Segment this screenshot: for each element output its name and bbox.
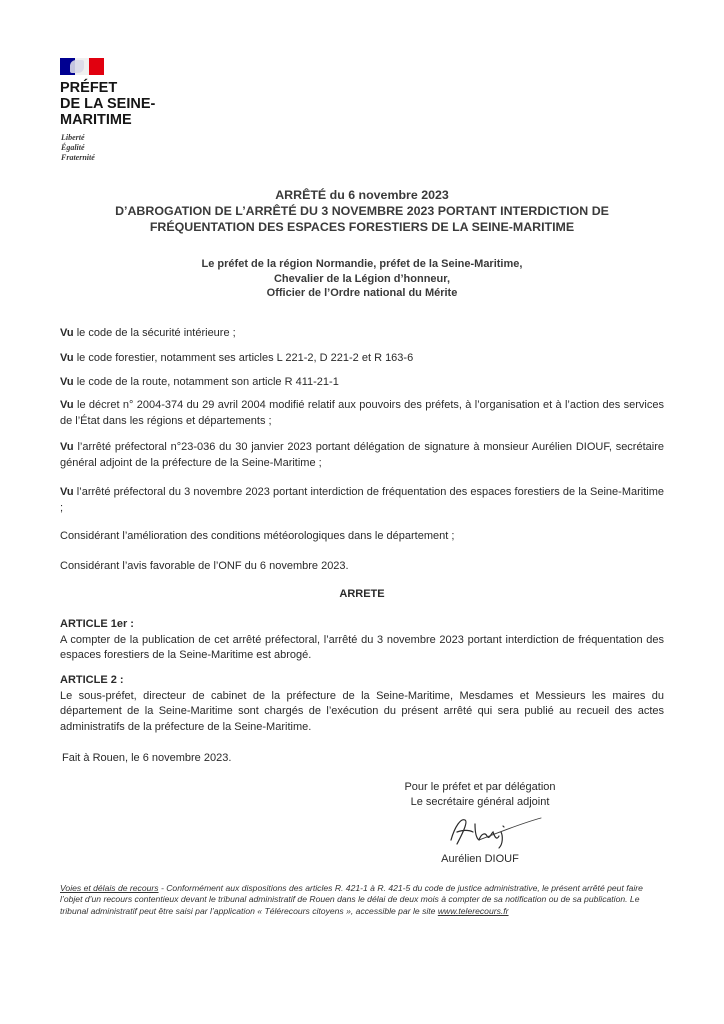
visa-paragraph xyxy=(60,398,664,429)
article-title: ARTICLE 1er : xyxy=(60,618,134,630)
visa-text: le décret n° 2004-374 du 29 avril 2004 modifié relatif aux pouvoirs des préfets, à l’organisation et à l’action des services de l’État dans les régions et départements ; xyxy=(60,399,664,427)
signature-block xyxy=(360,780,600,810)
appeal-notice xyxy=(60,883,664,917)
prefecture-name-line: DE LA SEINE- xyxy=(60,96,156,112)
article-2 xyxy=(60,673,664,735)
visa-paragraph xyxy=(60,485,664,516)
delegation-line: Pour le préfet et par délégation xyxy=(404,781,556,793)
visa-text: l’arrêté préfectoral n°23-036 du 30 janvier 2023 portant délégation de signature à monsieur Aurélien DIOUF, secrétaire général adjoint de la préfecture de la Seine-Maritime ; xyxy=(60,441,664,469)
visa-lead: Vu xyxy=(60,327,74,339)
prefecture-name-line: PRÉFET xyxy=(60,80,118,96)
article-text: Le sous-préfet, directeur de cabinet de la préfecture de la Seine-Maritime, Mesdames et Messieurs les maires du département de la Seine-Maritime sont chargés de l’exécution du présent arrêté qui sera publié au recueil des actes administratifs de la préfecture de la Seine-Maritime. xyxy=(60,689,664,733)
motto-line: Égalité xyxy=(61,143,85,152)
issuing-authority xyxy=(60,257,664,301)
visa-text: le code de la sécurité intérieure ; xyxy=(73,327,236,339)
visa-lead: Vu xyxy=(60,441,74,453)
telerecours-link[interactable]: www.telerecours.fr xyxy=(437,905,509,916)
authority-line: Officier de l’Ordre national du Mérite xyxy=(266,287,458,299)
decree-title-line: D’ABROGATION DE L’ARRÊTÉ DU 3 NOVEMBRE 2023 PORTANT INTERDICTION DE xyxy=(115,204,609,218)
visa-text: le code de la route, notamment son article R 411-21-1 xyxy=(73,376,339,388)
decree-title-line: ARRÊTÉ du 6 novembre 2023 xyxy=(275,188,449,202)
signatory-name: Aurélien DIOUF xyxy=(441,853,519,865)
article-text: A compter de la publication de cet arrêté préfectoral, l’arrêté du 3 novembre 2023 portant interdiction de fréquentation des espaces forestiers de la Seine-Maritime est abrogé. xyxy=(60,633,664,661)
republic-motto xyxy=(61,133,95,163)
visa-lead: Vu xyxy=(60,486,74,498)
motto-line: Fraternité xyxy=(61,153,95,162)
prefecture-name-line: MARITIME xyxy=(60,112,132,128)
signatory-role: Le secrétaire général adjoint xyxy=(410,796,550,808)
marianne-logo-icon xyxy=(60,58,106,75)
visa-lead: Vu xyxy=(60,399,74,411)
visa-lead: Vu xyxy=(60,352,74,364)
place-and-date: Fait à Rouen, le 6 novembre 2023. xyxy=(62,752,232,764)
appeal-notice-label: Voies et délais de recours xyxy=(60,883,159,893)
prefecture-name xyxy=(60,80,155,128)
appeal-notice-text: - Conformément aux dispositions des articles R. 421-1 à R. 421-5 du code de justice administrative, le présent arrêté peut faire l’objet d’un recours contentieux devant le tribunal administratif de Rouen dans le délai de deux mois à compter de sa notification ou de sa publication. Le tribunal administratif peut être saisi par l’application « Télérecours citoyens », accessible par le site xyxy=(60,883,643,916)
visa-paragraph xyxy=(60,351,664,367)
visa-lead: Vu xyxy=(60,376,74,388)
visa-paragraph xyxy=(60,375,664,391)
considerant-paragraph: Considérant l’avis favorable de l’ONF du 6 novembre 2023. xyxy=(60,560,349,572)
visa-paragraph xyxy=(60,326,664,342)
visa-text: l’arrêté préfectoral du 3 novembre 2023 portant interdiction de fréquentation des espaces forestiers de la Seine-Maritime ; xyxy=(60,486,664,514)
considerant-paragraph: Considérant l’amélioration des conditions météorologiques dans le département ; xyxy=(60,530,455,542)
authority-line: Chevalier de la Légion d’honneur, xyxy=(273,272,451,285)
visa-paragraph xyxy=(60,440,664,471)
motto-line: Liberté xyxy=(61,133,85,142)
decree-title-line: FRÉQUENTATION DES ESPACES FORESTIERS DE LA SEINE-MARITIME xyxy=(149,220,575,234)
authority-line: Le préfet de la région Normandie, préfet de la Seine-Maritime, xyxy=(201,258,523,270)
decree-title xyxy=(60,187,664,235)
article-1 xyxy=(60,617,664,664)
arrete-heading: ARRETE xyxy=(339,588,385,600)
handwritten-signature-icon xyxy=(445,810,545,854)
article-title: ARTICLE 2 : xyxy=(60,674,124,686)
visa-text: le code forestier, notamment ses articles L 221-2, D 221-2 et R 163-6 xyxy=(73,352,414,364)
